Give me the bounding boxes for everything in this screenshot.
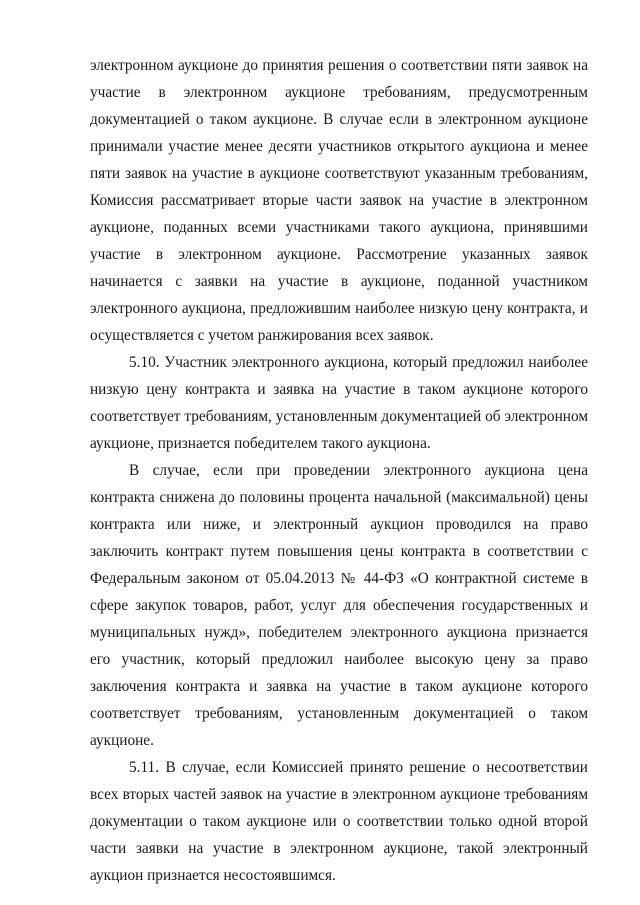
paragraph-continuation: электронном аукционе до принятия решения о соответствии пяти заявок на участие в электронном аукционе требованиям, предусмотренным документацией о таком аукционе. В случае если в электронном аукционе принимали участие менее десяти участников открытого аукциона и менее пяти заявок на участие в аукционе соответствуют указанным требованиям, Комиссия рассматривает вторые части заявок на участие в электронном аукционе, поданных всеми участниками такого аукциона, принявшими участие в электронном аукционе. Рассмотрение указанных заявок начинается с заявки на участие в аукционе, поданной участником электронного аукциона, предложившим наиболее низкую цену контракта, и осуществляется с учетом ранжирования всех заявок. [90,57,588,344]
paragraph-clause-5-10-case: В случае, если при проведении электронного аукциона цена контракта снижена до половины процента начальной (максимальной) цены контракта или ниже, и электронный аукцион проводился на право заключить контракт путем повышения цены контракта в соответствии с Федеральным законом от 05.04.2013 № 44-ФЗ «О контрактной системе в сфере закупок товаров, работ, услуг для обеспечения государственных и муниципальных нужд», победителем электронного аукциона признается его участник, который предложил наиболее высокую цену за право заключения контракта и заявка на участие в таком аукционе которого соответствует требованиям, установленным документацией о таком аукционе. [90,462,588,749]
document-body [90,52,588,889]
paragraph-clause-5-10: 5.10. Участник электронного аукциона, который предложил наиболее низкую цену контракта и заявка на участие в таком аукционе которого соответствует требованиям, установленным документацией об электронном аукционе, признается победителем такого аукциона. [90,354,588,452]
paragraph-clause-5-11: 5.11. В случае, если Комиссией принято решение о несоответствии всех вторых частей заявок на участие в электронном аукционе требованиям документации о таком аукционе или о соответствии только одной второй части заявки на участие в электронном аукционе, такой электронный аукцион признается несостоявшимся. [90,759,588,884]
